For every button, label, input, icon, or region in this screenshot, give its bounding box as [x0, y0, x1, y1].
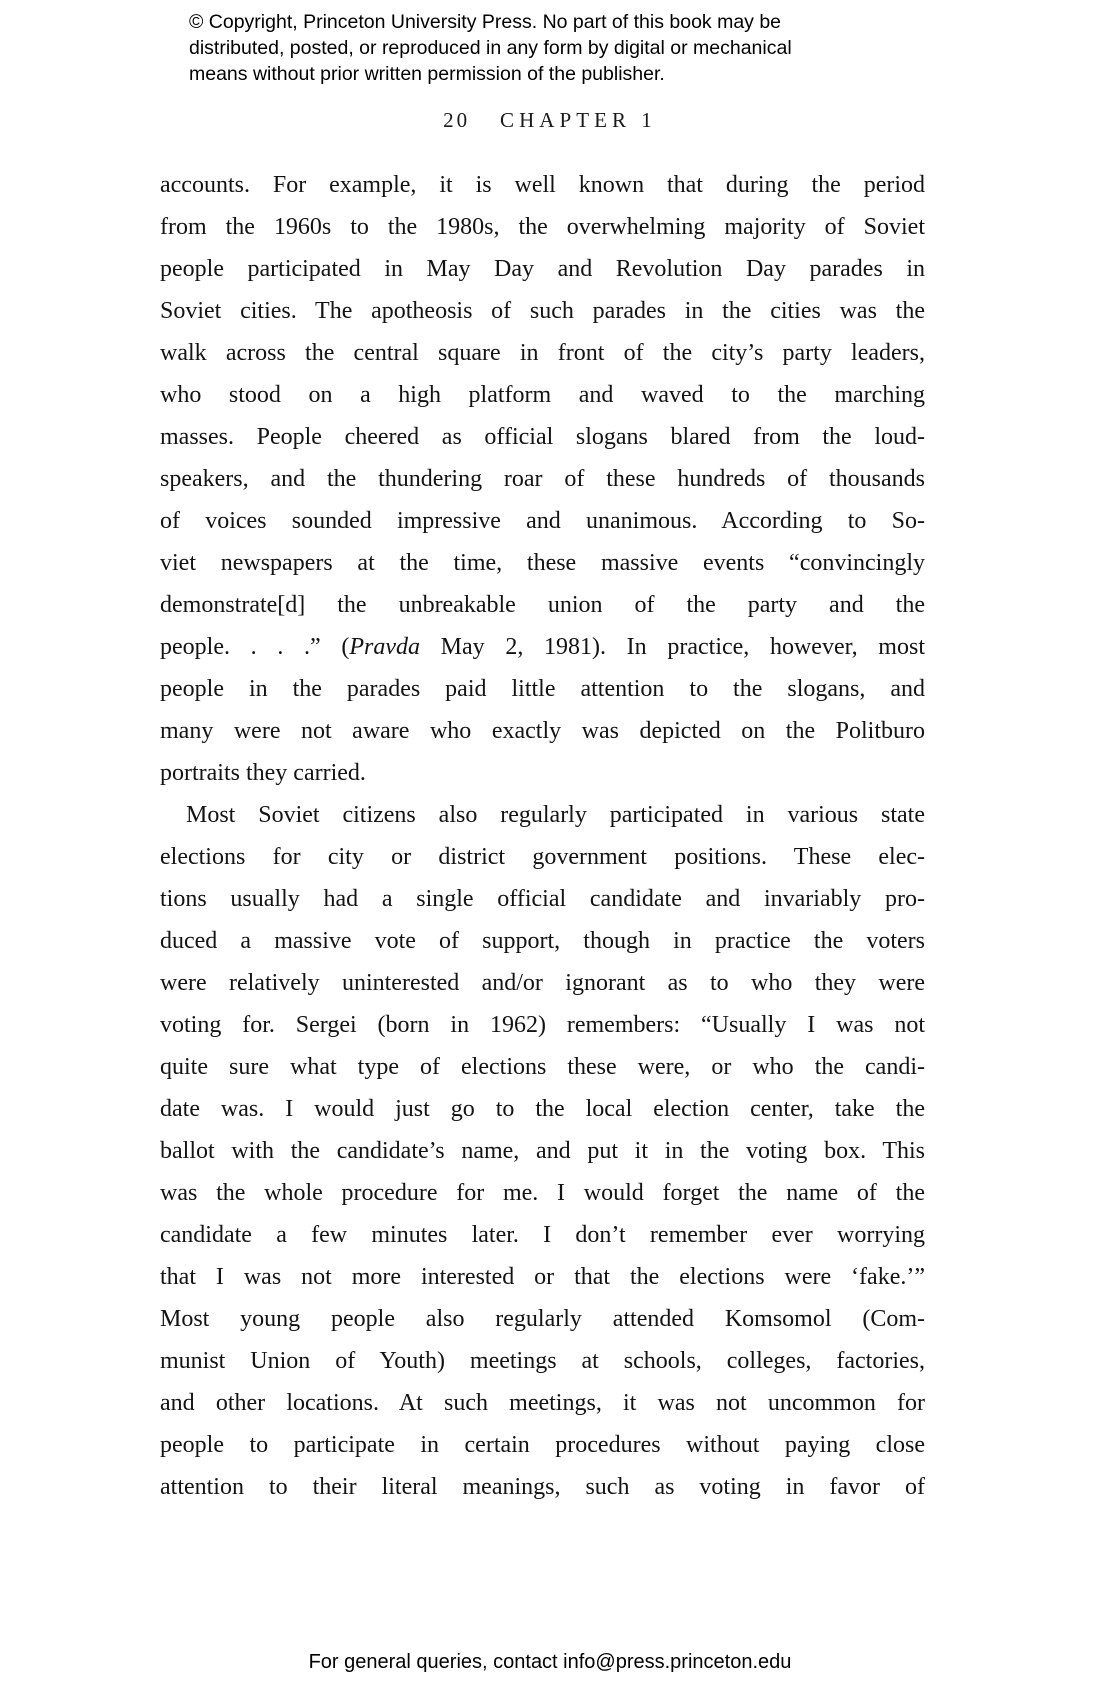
text-segment: people in the parades paid little attention to the slogans, and	[160, 676, 925, 702]
text-line	[160, 920, 925, 962]
text-line	[160, 542, 925, 584]
text-segment: that I was not more interested or that the elections were ‘fake.’”	[160, 1264, 925, 1290]
text-line	[160, 1424, 925, 1466]
text-segment: demonstrate[d] the unbreakable union of the party and the	[160, 592, 925, 618]
text-line	[160, 1340, 925, 1382]
text-segment: date was. I would just go to the local election center, take the	[160, 1096, 925, 1122]
text-line	[160, 164, 925, 206]
text-line	[160, 878, 925, 920]
text-segment: walk across the central square in front of the city’s party leaders,	[160, 340, 925, 366]
page-number: 20	[443, 108, 471, 132]
text-line	[160, 500, 925, 542]
text-line	[160, 1130, 925, 1172]
text-segment: was the whole procedure for me. I would forget the name of the	[160, 1180, 925, 1206]
italic-text: Pravda	[349, 634, 420, 660]
text-segment: masses. People cheered as official slogans blared from the loud-	[160, 424, 925, 450]
text-segment: speakers, and the thundering roar of these hundreds of thousands	[160, 466, 925, 492]
text-line	[160, 1382, 925, 1424]
text-line	[160, 1088, 925, 1130]
copyright-notice	[189, 9, 889, 87]
text-segment: portraits they carried.	[160, 760, 366, 786]
text-segment: Soviet cities. The apotheosis of such parades in the cities was the	[160, 298, 925, 324]
text-segment: quite sure what type of elections these were, or who the candi-	[160, 1054, 925, 1080]
text-segment: candidate a few minutes later. I don’t remember ever worrying	[160, 1222, 925, 1248]
text-segment: Most young people also regularly attended Komsomol (Com-	[160, 1306, 925, 1332]
text-segment: elections for city or district government positions. These elec-	[160, 844, 925, 870]
body-text	[160, 164, 925, 1508]
text-segment: duced a massive vote of support, though in practice the voters	[160, 928, 925, 954]
copyright-line: distributed, posted, or reproduced in any form by digital or mechanical	[189, 37, 792, 59]
footer-contact: For general queries, contact info@press.princeton.edu	[308, 1651, 792, 1673]
text-line	[160, 332, 925, 374]
text-line	[160, 416, 925, 458]
text-line	[160, 248, 925, 290]
chapter-label: CHAPTER 1	[500, 108, 657, 132]
copyright-line: means without prior written permission of the publisher.	[189, 63, 665, 85]
text-segment: people. . . .” (	[160, 634, 350, 660]
text-segment: viet newspapers at the time, these massive events “convincingly	[160, 550, 925, 576]
text-line	[160, 1004, 925, 1046]
text-line	[160, 458, 925, 500]
text-line	[160, 836, 925, 878]
text-line	[160, 1256, 925, 1298]
text-line	[160, 1172, 925, 1214]
text-line	[160, 626, 925, 668]
text-line	[160, 710, 925, 752]
text-line	[160, 1466, 925, 1508]
text-line	[160, 374, 925, 416]
text-segment: who stood on a high platform and waved to the marching	[160, 382, 925, 408]
copyright-line: © Copyright, Princeton University Press. No part of this book may be	[189, 11, 782, 33]
text-line	[160, 1214, 925, 1256]
text-segment: attention to their literal meanings, such as voting in favor of	[160, 1474, 925, 1500]
text-segment: accounts. For example, it is well known that during the period	[160, 172, 925, 198]
text-segment: from the 1960s to the 1980s, the overwhelming majority of Soviet	[160, 214, 925, 240]
text-line	[160, 206, 925, 248]
text-segment: many were not aware who exactly was depicted on the Politburo	[160, 718, 925, 744]
text-segment: ballot with the candidate’s name, and put it in the voting box. This	[160, 1138, 925, 1164]
text-segment: were relatively uninterested and/or ignorant as to who they were	[160, 970, 925, 996]
text-line	[160, 962, 925, 1004]
text-line	[160, 794, 925, 836]
text-segment: tions usually had a single official candidate and invariably pro-	[160, 886, 925, 912]
text-segment: munist Union of Youth) meetings at schools, colleges, factories,	[160, 1348, 925, 1374]
text-segment: of voices sounded impressive and unanimous. According to So-	[160, 508, 925, 534]
text-line	[160, 1046, 925, 1088]
text-segment: people participated in May Day and Revolution Day parades in	[160, 256, 925, 282]
text-segment: May 2, 1981). In practice, however, most	[419, 634, 925, 660]
text-line	[160, 290, 925, 332]
text-segment: voting for. Sergei (born in 1962) remembers: “Usually I was not	[160, 1012, 925, 1038]
text-segment: Most Soviet citizens also regularly participated in various state	[186, 802, 925, 828]
page-header	[0, 107, 1100, 133]
text-line	[160, 1298, 925, 1340]
text-segment: people to participate in certain procedures without paying close	[160, 1432, 925, 1458]
text-segment: and other locations. At such meetings, it was not uncommon for	[160, 1390, 925, 1416]
text-line	[160, 584, 925, 626]
text-line	[160, 668, 925, 710]
text-line	[160, 752, 925, 794]
